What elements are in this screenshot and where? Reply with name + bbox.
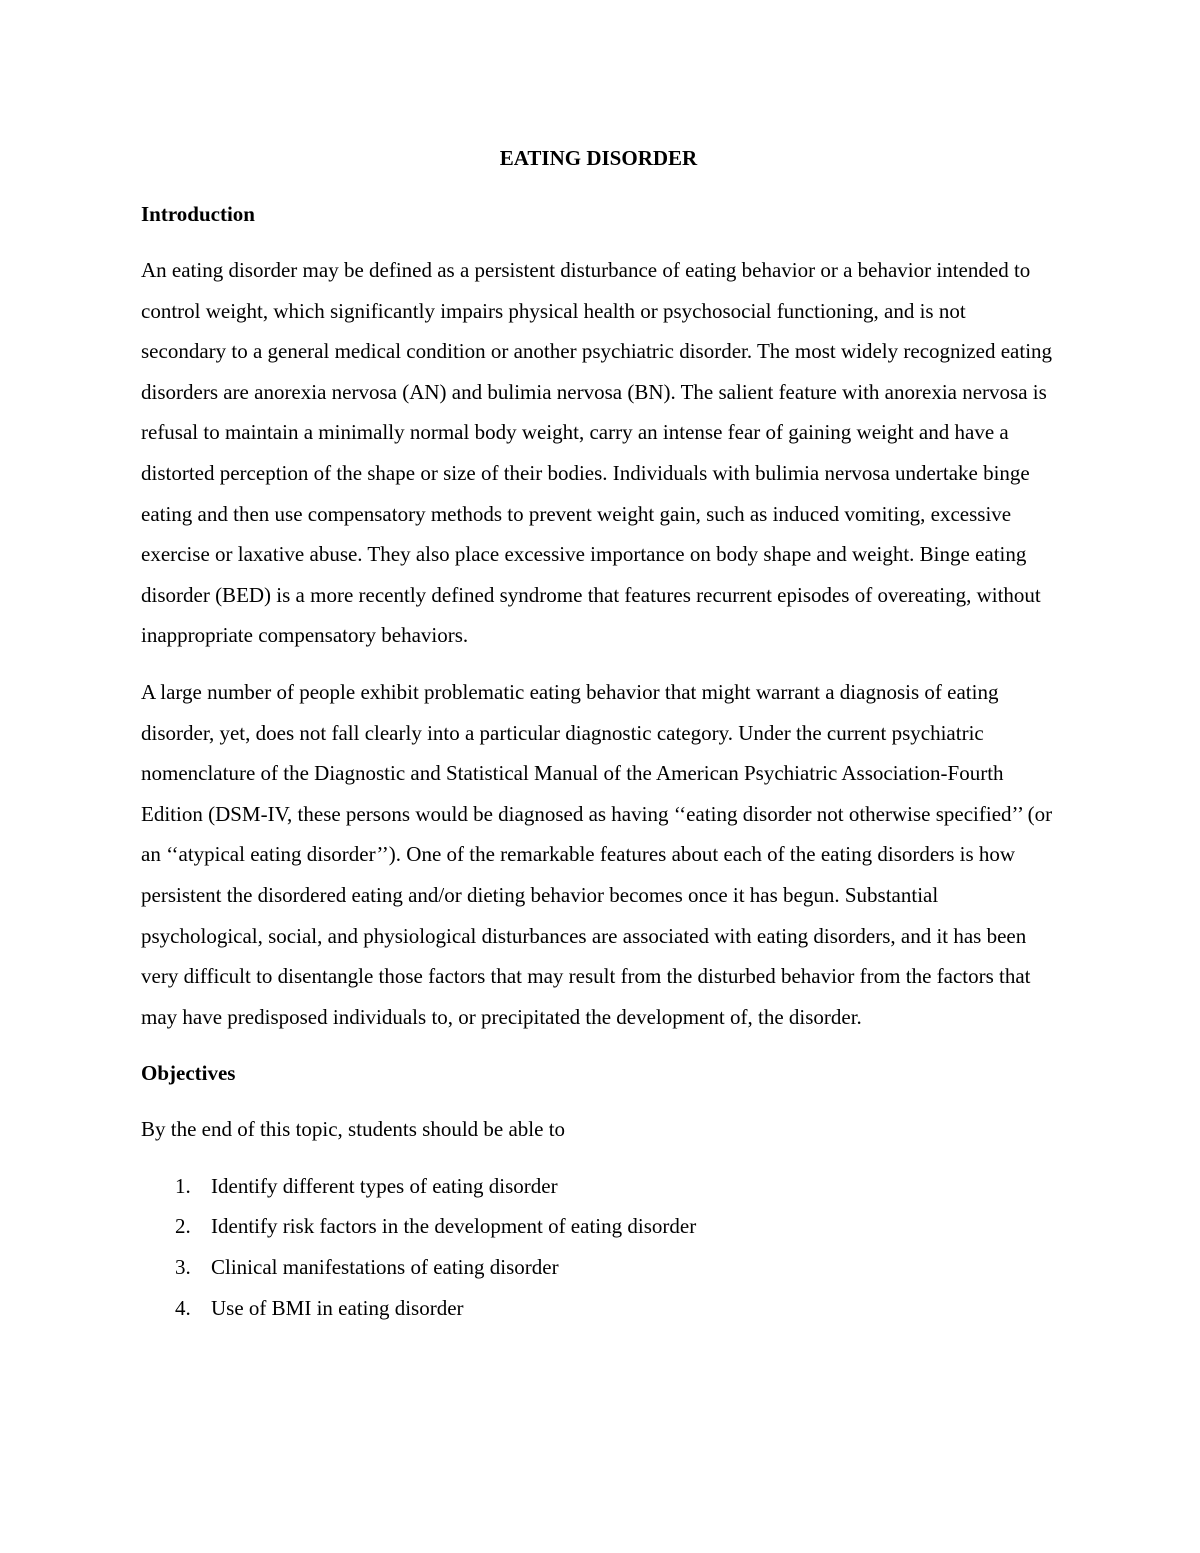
section-heading-objectives: Objectives bbox=[141, 1061, 236, 1086]
list-item-number: 2. bbox=[175, 1214, 191, 1239]
list-item-number: 3. bbox=[175, 1255, 191, 1280]
document-body bbox=[141, 138, 1056, 1328]
list-item-text: Use of BMI in eating disorder bbox=[211, 1295, 464, 1320]
list-item-number: 1. bbox=[175, 1173, 191, 1198]
list-item bbox=[141, 1247, 1056, 1288]
list-item bbox=[141, 1288, 1056, 1329]
list-item-text: Identify risk factors in the development of eating disorder bbox=[211, 1214, 697, 1239]
document-title: EATING DISORDER bbox=[499, 146, 698, 170]
objectives-intro: By the end of this topic, students should be able to bbox=[141, 1117, 566, 1142]
introduction-paragraph-1: An eating disorder may be defined as a persistent disturbance of eating behavior or a behavior intended to control weight, which significantly impairs physical health or psychosocial functioning, and is not secondary to a general medical condition or another psychiatric disorder. The most widely recognized eating disorders are anorexia nervosa (AN) and bulimia nervosa (BN). The salient feature with anorexia nervosa is refusal to maintain a minimally normal body weight, carry an intense fear of gaining weight and have a distorted perception of the shape or size of their bodies. Individuals with bulimia nervosa undertake binge eating and then use compensatory methods to prevent weight gain, such as induced vomiting, excessive exercise or laxative abuse. They also place excessive importance on body shape and weight. Binge eating disorder (BED) is a more recently defined syndrome that features recurrent episodes of overeating, without inappropriate compensatory behaviors. bbox=[141, 258, 1053, 648]
list-item-text: Clinical manifestations of eating disorder bbox=[211, 1255, 559, 1280]
list-item bbox=[141, 1206, 1056, 1247]
section-heading-introduction: Introduction bbox=[141, 202, 255, 226]
objectives-list bbox=[141, 1166, 1056, 1328]
list-item-text: Identify different types of eating disorder bbox=[211, 1173, 558, 1198]
list-item-number: 4. bbox=[175, 1295, 191, 1320]
introduction-paragraph-2: A large number of people exhibit problematic eating behavior that might warrant a diagnosis of eating disorder, yet, does not fall clearly into a particular diagnostic category. Under the current psychiatric nomenclature of the Diagnostic and Statistical Manual of the American Psychiatric Association-Fourth Edition (DSM-IV, these persons would be diagnosed as having ‘‘eating disorder not otherwise specified’’ (or an ‘‘atypical eating disorder’’). One of the remarkable features about each of the eating disorders is how persistent the disordered eating and/or dieting behavior becomes once it has begun. Substantial psychological, social, and physiological disturbances are associated with eating disorders, and it has been very difficult to disentangle those factors that may result from the disturbed behavior from the factors that may have predisposed individuals to, or precipitated the development of, the disorder. bbox=[141, 679, 1053, 1029]
list-item bbox=[141, 1166, 1056, 1207]
